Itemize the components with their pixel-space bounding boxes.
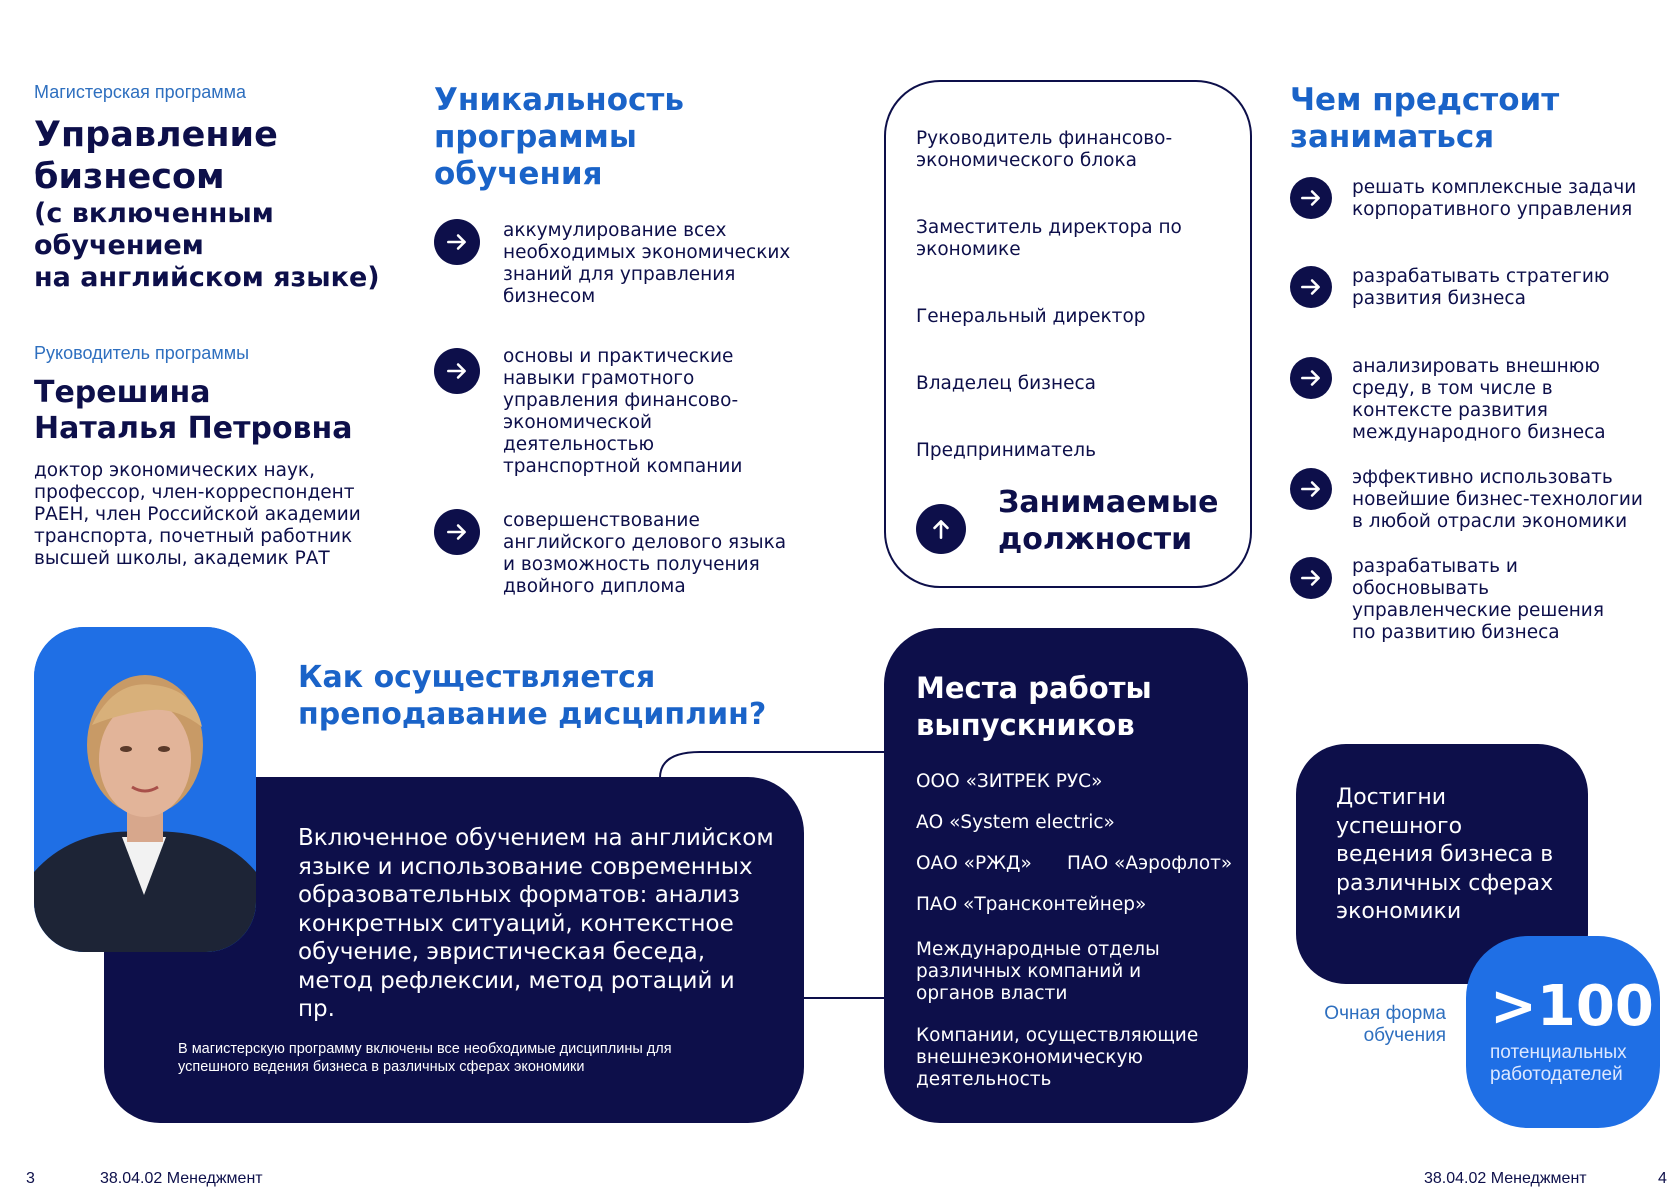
workplace-item: Международные отделы различных компаний и органов власти: [916, 939, 1160, 1004]
page-number-left: 3: [26, 1170, 35, 1187]
workplace-item: ООО «ЗИТРЕК РУС»: [916, 771, 1103, 792]
teaching-title: Как осуществляется преподавание дисциплин?: [298, 660, 767, 732]
teaching-text: Включенное обучением на английском языке и использование современных образовательных форматов: анализ конкретных ситуаций, контекстное обучение, эвристическая беседа, метод рефлексии, метод ротаций и пр.: [298, 825, 774, 1022]
uniqueness-title: Уникальность программы обучения: [434, 82, 684, 192]
program-subtitle-line-2: обучением: [34, 230, 204, 261]
workplace-item: ОАО «РЖД»: [916, 853, 1032, 874]
program-subtitle-line-1: (с включенным: [34, 198, 274, 229]
uniqueness-item-2: основы и практические навыки грамотного управления финансово-экономической деятельностью транспортной компании: [503, 346, 743, 477]
duty-item: разрабатывать стратегию развития бизнеса: [1352, 266, 1610, 309]
workplaces-title: Места работы выпускников: [916, 671, 1152, 742]
duties-title: Чем предстоит заниматься: [1290, 82, 1560, 155]
employers-caption: потенциальных работодателей: [1490, 1042, 1627, 1085]
position-item: Предприниматель: [916, 440, 1096, 461]
program-title-line-1: Управление: [34, 115, 278, 155]
footer-code-left: 38.04.02 Менеджмент: [100, 1170, 263, 1187]
workplace-item: Компании, осуществляющие внешнеэкономическую деятельность: [916, 1025, 1199, 1090]
duty-item: эффективно использовать новейшие бизнес-технологии в любой отрасли экономики: [1352, 467, 1643, 532]
program-subtitle-line-3: на английском языке): [34, 262, 380, 293]
head-name-line-2: Наталья Петровна: [34, 411, 353, 446]
duty-item: решать комплексные задачи корпоративного управления: [1352, 177, 1637, 220]
positions-title: Занимаемые должности: [998, 485, 1219, 557]
footer-code-right: 38.04.02 Менеджмент: [1424, 1170, 1587, 1187]
position-item: Генеральный директор: [916, 306, 1146, 327]
uniqueness-item-3: совершенствование английского делового языка и возможность получения двойного диплома: [503, 510, 787, 597]
position-item: Владелец бизнеса: [916, 373, 1096, 394]
duty-item: анализировать внешнюю среду, в том числе в контексте развития международного бизнеса: [1352, 356, 1606, 443]
head-name-line-1: Терешина: [34, 375, 211, 410]
duty-item: разрабатывать и обосновывать управленческие решения по развитию бизнеса: [1352, 556, 1604, 643]
workplace-item: ПАО «Трансконтейнер»: [916, 894, 1147, 915]
workplace-item: ПАО «Аэрофлот»: [1067, 853, 1233, 874]
position-item: Руководитель финансово-экономического блока: [916, 128, 1173, 171]
avatar: [34, 627, 256, 952]
success-text: Достигни успешного ведения бизнеса в различных сферах экономики: [1336, 785, 1554, 924]
employers-count: >100: [1490, 974, 1654, 1039]
page-number-right: 4: [1658, 1170, 1667, 1187]
uniqueness-item-1: аккумулирование всех необходимых экономических знаний для управления бизнесом: [503, 220, 791, 307]
teaching-note: В магистерскую программу включены все необходимые дисциплины для успешного ведения бизнеса в различных сферах экономики: [178, 1041, 672, 1075]
workplace-item: АО «System electric»: [916, 812, 1115, 833]
program-title-line-2: бизнесом: [34, 157, 225, 197]
head-bio: доктор экономических наук, профессор, член-корреспондент РАЕН, член Российской академии транспорта, почетный работник высшей школы, академик РАТ: [34, 460, 361, 569]
head-label: Руководитель программы: [34, 343, 250, 363]
position-item: Заместитель директора по экономике: [916, 217, 1182, 260]
program-label: Магистерская программа: [34, 82, 247, 102]
study-form: Очная форма обучения: [1324, 1003, 1446, 1046]
